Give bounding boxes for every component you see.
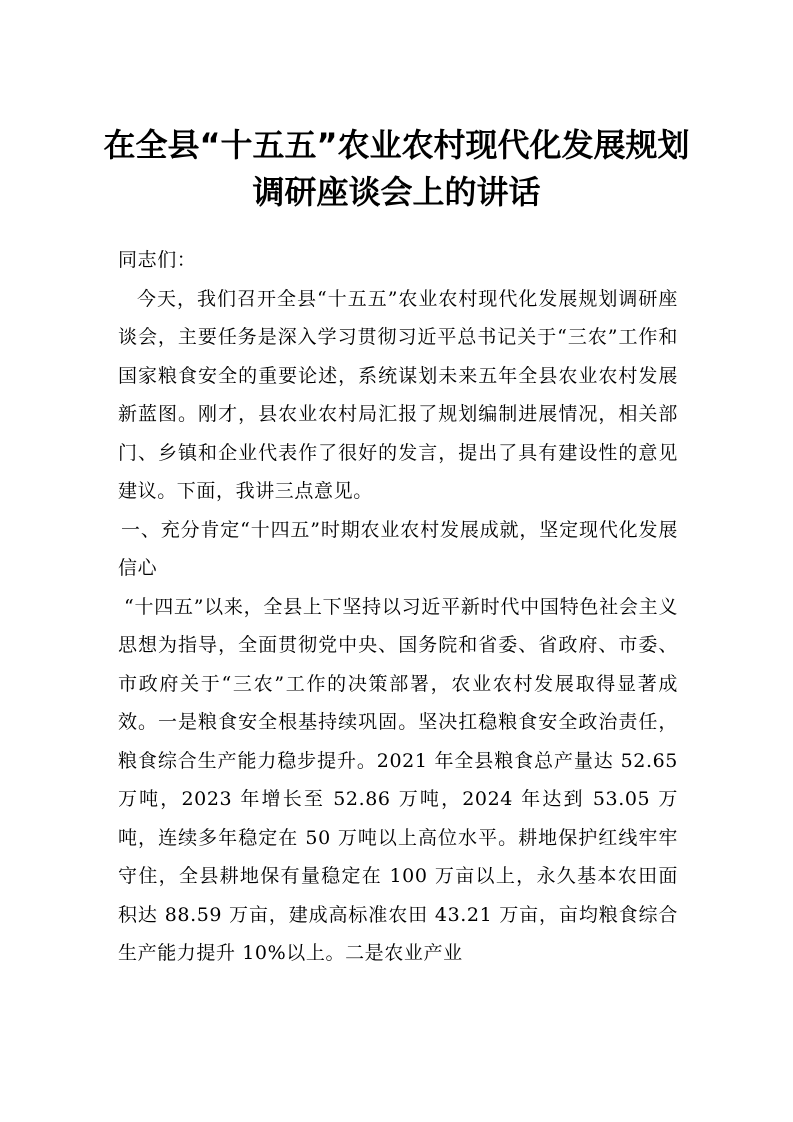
paragraph-intro: 今天，我们召开全县“十五五”农业农村现代化发展规划调研座谈会，主要任务是深入学习贯彻习近平总书记关于“三农”工作和国家粮食安全的重要论述，系统谋划未来五年全县农业农村发展新蓝图。刚才，县农业农村局汇报了规划编制进展情况，相关部门、乡镇和企业代表作了很好的发言，提出了具有建设性的意见建议。下面，我讲三点意见。 bbox=[118, 287, 678, 502]
document-title-line2: 调研座谈会上的讲话 bbox=[252, 173, 541, 211]
greeting: 同志们： bbox=[118, 249, 197, 271]
section-heading-1: 一、充分肯定“十四五”时期农业农村发展成就，坚定现代化发展信心 bbox=[118, 518, 678, 579]
paragraph-achievements: “十四五”以来，全县上下坚持以习近平新时代中国特色社会主义思想为指导，全面贯彻党中央、国务院和省委、省政府、市委、市政府关于“三农”工作的决策部署，农业农村发展取得显著成效。一是粮食安全根基持续巩固。坚决扛稳粮食安全政治责任，粮食综合生产能力稳步提升。2021 年全县粮食总产量达 52.65 万吨，2023 年增长至 52.86 万吨，2024 年达到 53.05 万吨，连续多年稳定在 50 万吨以上高位水平。耕地保护红线牢牢守住，全县耕地保有量稳定在 100 万亩以上，永久基本农田面积达 88.59 万亩，建成高标准农田 43.21 万亩，亩均粮食综合生产能力提升 10%以上。二是农业产业 bbox=[118, 595, 678, 964]
document-body bbox=[118, 241, 678, 973]
document-title-line1: 在全县“十五五”农业农村现代化发展规划 bbox=[103, 126, 690, 164]
